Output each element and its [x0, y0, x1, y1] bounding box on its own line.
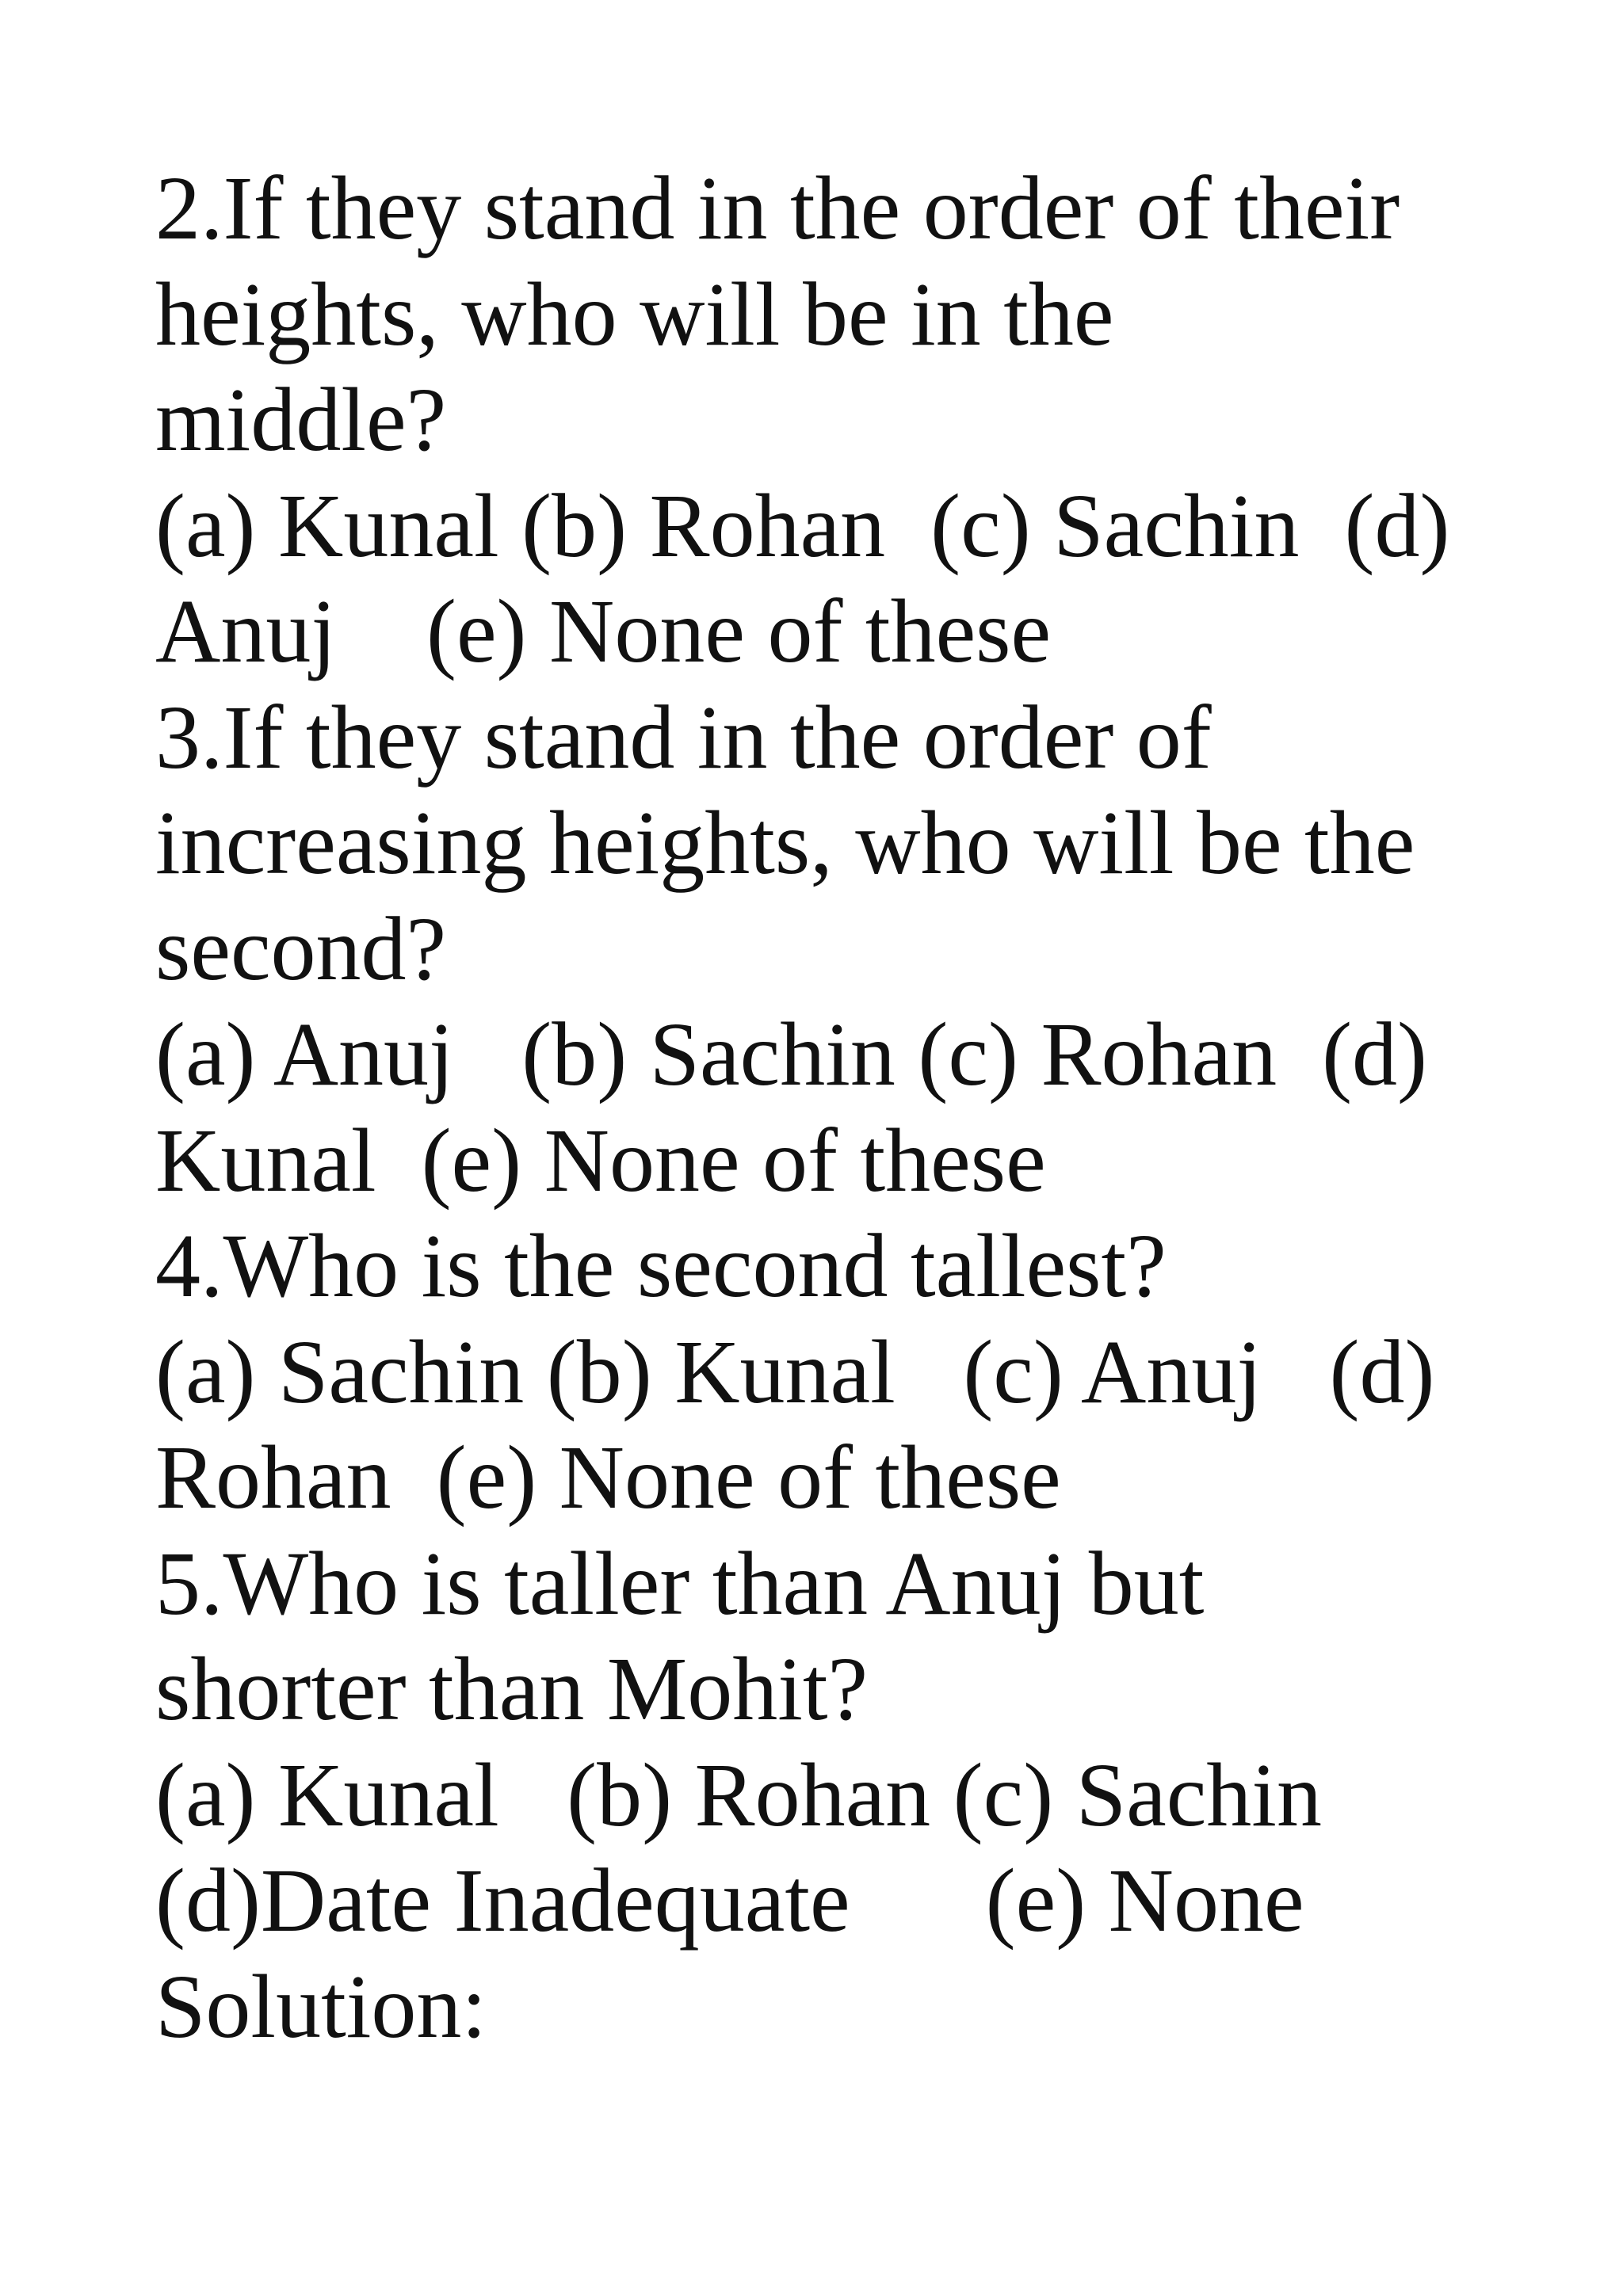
question-4-options-line-2: Rohan (e) None of these	[155, 1427, 1061, 1527]
question-2-options-line-1: (a) Kunal (b) Rohan (c) Sachin (d)	[155, 475, 1450, 576]
question-2-line-3: middle?	[155, 369, 447, 470]
question-5-options-line-2: (d)Date Inadequate (e) None	[155, 1850, 1304, 1951]
question-5-line-2: shorter than Mohit?	[155, 1638, 869, 1739]
question-5-line-1: 5.Who is taller than Anuj but	[155, 1532, 1205, 1634]
question-text-block	[155, 155, 1598, 2059]
question-3-options-line-1: (a) Anuj (b) Sachin (c) Rohan (d)	[155, 1004, 1428, 1104]
question-2-line-1: 2.If they stand in the order of their	[155, 158, 1400, 258]
question-3-options-line-2: Kunal (e) None of these	[155, 1109, 1046, 1211]
question-4-options-line-1: (a) Sachin (b) Kunal (c) Anuj (d)	[155, 1321, 1435, 1422]
solution-heading: Solution:	[155, 1955, 487, 2057]
question-2-options-line-2: Anuj (e) None of these	[155, 581, 1052, 681]
question-3-line-2: increasing heights, who will be the	[155, 792, 1415, 893]
question-3-line-3: second?	[155, 898, 447, 999]
question-5-options-line-1: (a) Kunal (b) Rohan (c) Sachin	[155, 1744, 1322, 1845]
question-2-line-2: heights, who will be in the	[155, 263, 1114, 364]
question-4-line-1: 4.Who is the second tallest?	[155, 1215, 1167, 1316]
question-3-line-1: 3.If they stand in the order of	[155, 686, 1212, 788]
